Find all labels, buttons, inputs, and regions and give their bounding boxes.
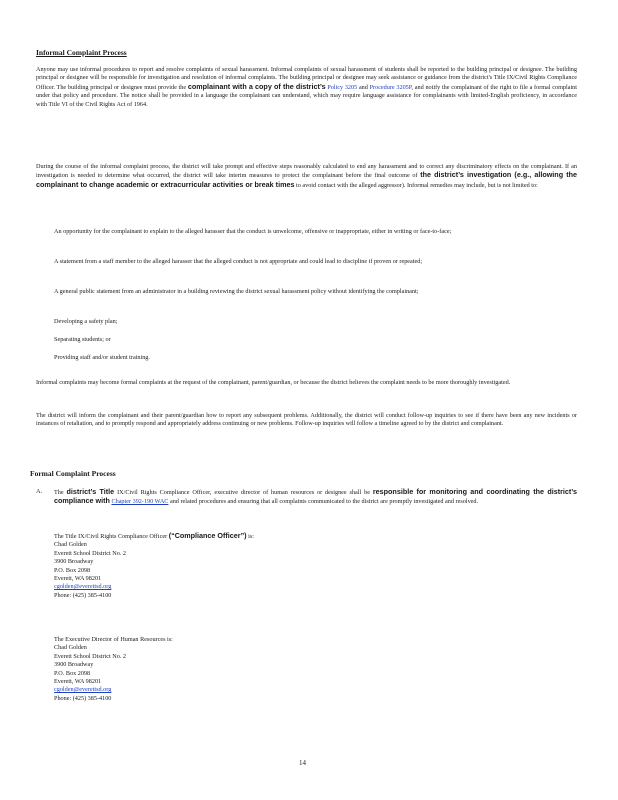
- p1-text-d: and: [358, 83, 368, 91]
- contact-phone: Phone: (425) 385-4100: [54, 694, 112, 702]
- contact-title-c: is:: [248, 533, 254, 540]
- formal-heading-text: Formal Complaint Process: [30, 469, 116, 478]
- contact-street: 3900 Broadway: [54, 558, 94, 566]
- formal-heading: [30, 469, 116, 478]
- bullet-icon: [36, 258, 44, 266]
- contact-phone: Phone: (425) 385-4100: [54, 591, 112, 599]
- contact-city: Everett, WA 98201: [54, 678, 102, 686]
- a-text-1: The: [54, 489, 64, 496]
- informal-remedies-list: [36, 228, 577, 368]
- procedure-3205p-link[interactable]: Procedure 3205P: [369, 83, 412, 91]
- p2-text-a: During the course of the informal complaint process, the district will take prompt and effective steps reasonably calculated to end any harassment and to correct any discriminatory effects on the complainant. If an investigation is needed to determine what occurred, the district will take interim measures to protect the complainant before the final outcome of: [36, 163, 577, 180]
- bullet-icon: [36, 228, 44, 236]
- contact-title: [54, 532, 254, 541]
- p2-text-b: the district’s investigation (e.g., allowing the complainant to change academic or extracurricular activities or break times: [36, 170, 577, 189]
- informal-paragraph-1: [36, 66, 577, 109]
- contact-org: Everett School District No. 2: [54, 549, 127, 557]
- page-number: 14: [299, 759, 306, 767]
- a-text-4: responsible for monitoring and coordinating the district’s compliance with: [54, 487, 578, 506]
- compliance-officer-contact: [54, 532, 254, 600]
- p1-text-a: Anyone may use informal procedures to report and resolve complaints of sexual harassment. Informal complaints of sexual harassment of students shall be reported to the building principal or designee. The building principal or designee will be responsible for investigation and resolution of informal complaints. The building principal or designee may seek assistance or guidance from the district's Title IX/Civil Rights Compliance Officer. The building principal or designee must provide the: [36, 66, 577, 91]
- informal-heading: [36, 48, 127, 57]
- contact-po-box: P.O. Box 2098: [54, 566, 91, 574]
- bullet-icon: [36, 336, 44, 344]
- informal-heading-text: Informal Complaint Process: [36, 48, 127, 57]
- contact-name: Chad Golden: [54, 541, 87, 549]
- p3-text: Informal complaints may become formal complaints at the request of the complainant, parent/guardian, or because the district believes the complaint needs to be more thoroughly investigated.: [36, 379, 511, 386]
- contact-org: Everett School District No. 2: [54, 652, 127, 660]
- list-item-text: A statement from a staff member to the alleged harasser that the alleged conduct is not appropriate and could lead to discipline if proven or repeated;: [54, 258, 423, 265]
- p1-text-b: complainant with a copy of the district’s: [187, 81, 326, 91]
- informal-paragraph-3: [36, 379, 577, 387]
- policy-3205-link[interactable]: Policy 3205: [327, 83, 358, 91]
- list-item-text: Separating students; or: [54, 336, 111, 343]
- contact-name: Chad Golden: [54, 644, 87, 652]
- a-text-6: and related procedures and ensuring that all complaints communicated to the district are promptly investigated and resolved.: [169, 498, 479, 506]
- list-item-text: An opportunity for the complainant to explain to the alleged harasser that the conduct is unwelcome, offensive or inappropriate, either in writing or face-to-face;: [54, 228, 452, 235]
- formal-section-a-marker: [36, 488, 48, 496]
- section-letter: A.: [36, 488, 43, 495]
- contact-title-b: (“Compliance Officer”): [168, 531, 247, 540]
- informal-paragraph-2: [36, 163, 577, 190]
- list-item-text: Providing staff and/or student training.: [54, 354, 150, 361]
- list-item-text: Developing a safety plan;: [54, 318, 118, 325]
- contact-title: The Executive Director of Human Resources is:: [54, 636, 173, 643]
- p2-text-c: to avoid contact with the alleged aggressor). Informal remedies may include, but is not limited to:: [296, 181, 538, 189]
- contact-email-link[interactable]: cgolden@everettsd.org: [54, 583, 112, 591]
- a-text-2: district’s Title: [66, 487, 115, 496]
- a-text-3: IX/Civil Rights Compliance Officer, executive director of human resources or designee shall be: [117, 489, 370, 496]
- list-item-text: A general public statement from an administrator in a building reviewing the district sexual harassment policy without identifying the complainant;: [54, 288, 419, 295]
- contact-street: 3900 Broadway: [54, 661, 94, 669]
- contact-po-box: P.O. Box 2098: [54, 669, 91, 677]
- wac-chapter-link[interactable]: Chapter 392-190 WAC: [111, 498, 169, 506]
- formal-paragraph-a: [54, 488, 577, 507]
- bullet-icon: [36, 288, 44, 296]
- contact-email-link[interactable]: cgolden@everettsd.org: [54, 686, 112, 694]
- p1-text-f: , and notify the complainant of the right to file a formal complaint under that policy and procedure. The notice shall be provided in a language the complainant can understand, which may require language assistance for complainants with limited-English proficiency, in accordance with Title VI of the Civil Rights Act of 1964.: [36, 83, 577, 108]
- contact-city: Everett, WA 98201: [54, 575, 102, 583]
- p4-text: The district will inform the complainant and their parent/guardian how to report any subsequent problems. Additionally, the district will conduct follow-up inquiries to see if there have been any new incidents or instances of retaliation, and to promptly respond and appropriately address continuing or new problems. Follow-up inquiries will follow a timeline agreed to by the district and complainant.: [36, 412, 577, 428]
- contact-title-a: The Title IX/Civil Rights Compliance Officer: [54, 533, 168, 540]
- bullet-icon: [36, 354, 44, 362]
- informal-paragraph-4: [36, 412, 577, 429]
- bullet-icon: [36, 318, 44, 326]
- hr-director-contact: [54, 636, 173, 703]
